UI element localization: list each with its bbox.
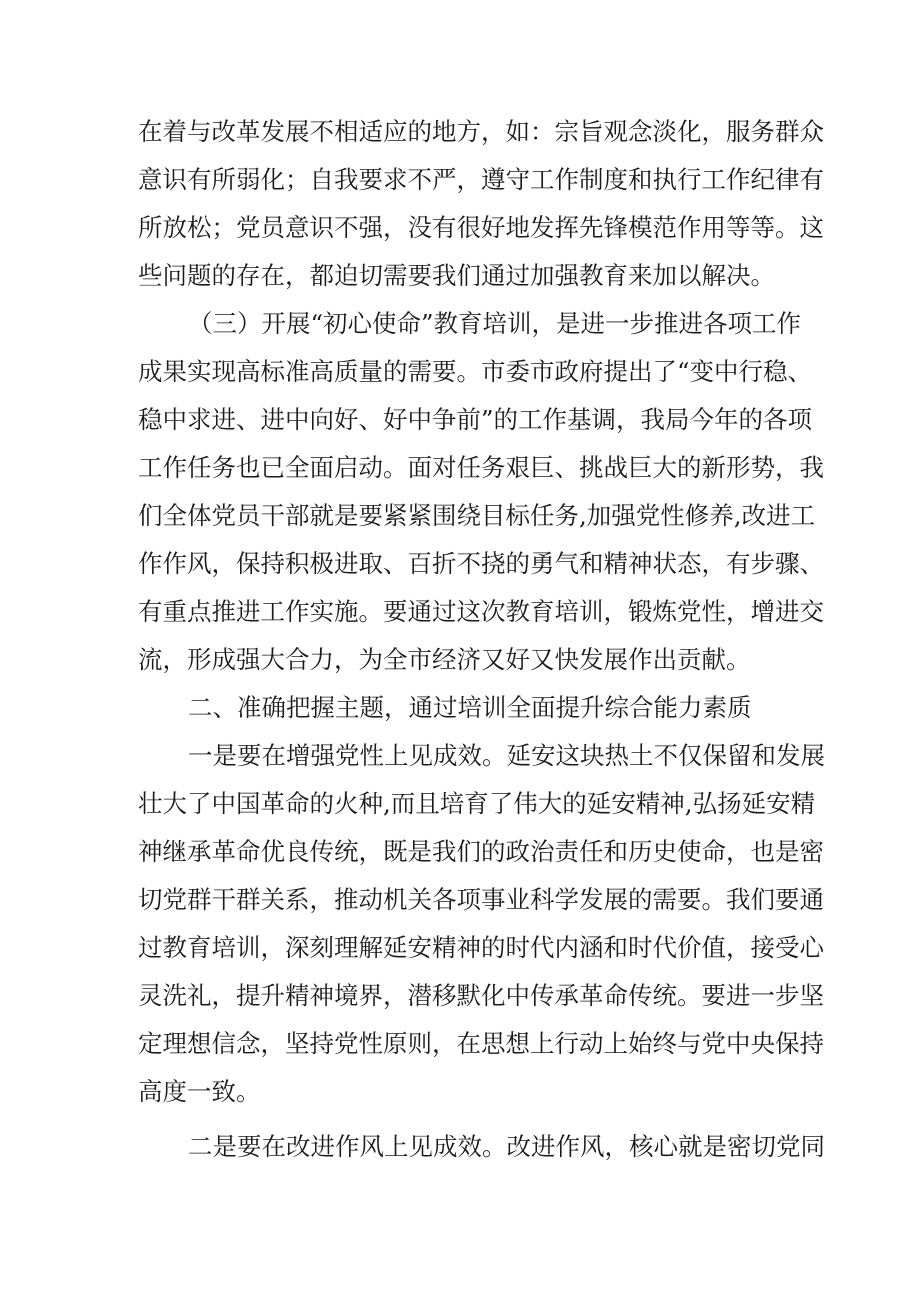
text-line: 工作任务也已全面启动。面对任务艰巨、挑战巨大的新形势，我 [138, 453, 824, 482]
text-line: 意识有所弱化；自我要求不严，遵守工作制度和执行工作纪律有 [138, 165, 824, 194]
text-line: 壮大了中国革命的火种,而且培育了伟大的延安精神,弘扬延安精 [138, 789, 816, 818]
text-line: 定理想信念，坚持党性原则，在思想上行动上始终与党中央保持 [138, 1029, 824, 1058]
text-line: 们全体党员干部就是要紧紧围绕目标任务,加强党性修养,改进工 [138, 501, 816, 530]
text-line: 成果实现高标准高质量的需要。市委市政府提出了“变中行稳、 [138, 357, 813, 386]
paragraph-first-line: 一是要在增强党性上见成效。延安这块热土不仅保留和发展 [188, 741, 825, 770]
text-line: 神继承革命优良传统，既是我们的政治责任和历史使命，也是密 [138, 837, 824, 866]
text-line: 流，形成强大合力，为全市经济又好又快发展作出贡献。 [138, 645, 751, 674]
text-line: 些问题的存在，都迫切需要我们通过加强教育来加以解决。 [138, 261, 775, 290]
text-line: 过教育培训，深刻理解延安精神的时代内涵和时代价值，接受心 [138, 933, 824, 962]
text-line: 灵洗礼，提升精神境界，潜移默化中传承革命传统。要进一步坚 [138, 981, 824, 1010]
paragraph-first-line: （三）开展“初心使命”教育培训，是进一步推进各项工作 [188, 309, 802, 338]
text-line: 在着与改革发展不相适应的地方，如：宗旨观念淡化，服务群众 [138, 117, 824, 146]
text-line: 作作风，保持积极进取、百折不挠的勇气和精神状态，有步骤、 [138, 549, 824, 578]
text-line: 有重点推进工作实施。要通过这次教育培训，锻炼党性，增进交 [138, 597, 824, 626]
text-line: 高度一致。 [138, 1077, 261, 1106]
text-line: 稳中求进、进中向好、好中争前”的工作基调，我局今年的各项 [138, 405, 813, 434]
paragraph-first-line: 二是要在改进作风上见成效。改进作风，核心就是密切党同 [188, 1132, 825, 1161]
text-line: 所放松；党员意识不强，没有很好地发挥先锋模范作用等等。这 [138, 213, 824, 242]
section-heading: 二、准确把握主题，通过培训全面提升综合能力素质 [188, 693, 752, 722]
text-line: 切党群干群关系，推动机关各项事业科学发展的需要。我们要通 [138, 885, 824, 914]
